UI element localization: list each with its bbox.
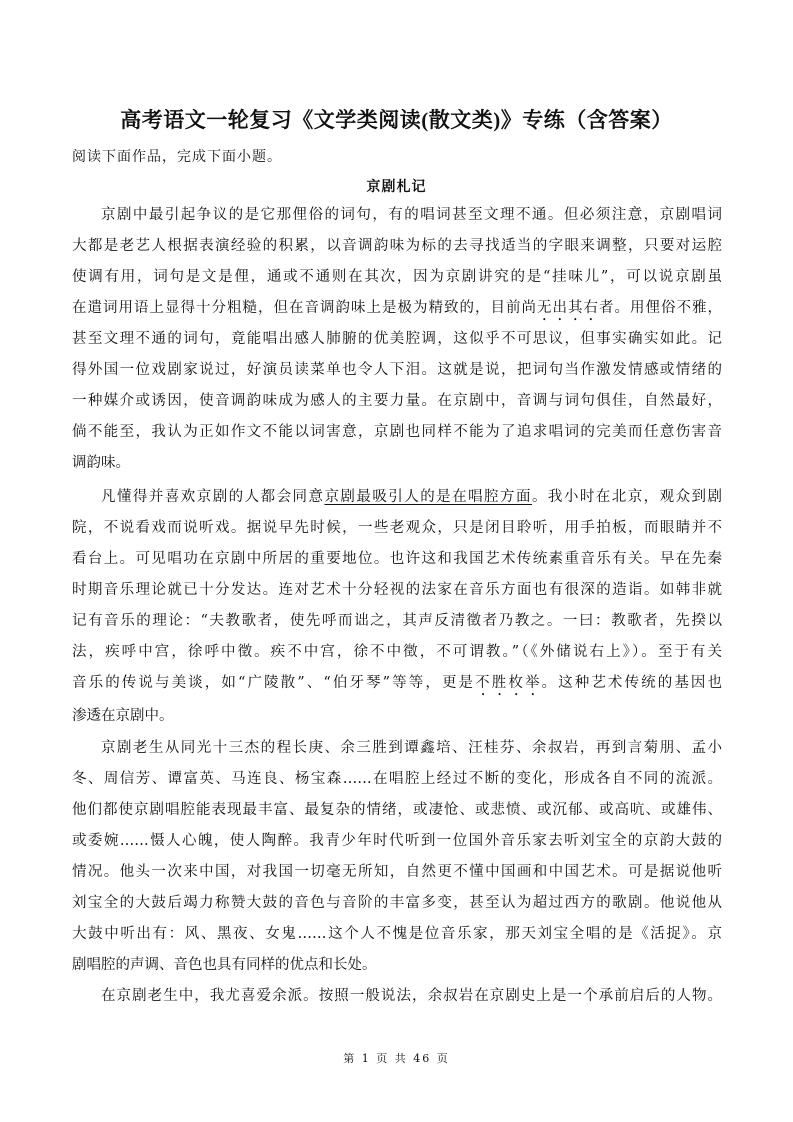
text-line: 使调有用，词句是文是俚，通或不通则在其次，因为京剧讲究的是“挂味儿”，可以说京剧虽: [72, 269, 722, 285]
text-line: 法，疾呼中宫，徐呼中徵。疾不中宫，徐不中徵，不可谓教。”（《外储说右上》）。至于有关: [72, 644, 722, 660]
underlined-sentence: 京剧最吸引人的是在唱腔方面: [324, 489, 532, 505]
text-line: 调韵味。: [72, 455, 130, 471]
emphasized-phrase: 不胜枚举: [475, 675, 542, 691]
text-line: 大鼓中听出有：风、黑夜、女鬼……这个人不愧是位音乐家，那天刘宝全唱的是《活捉》。京: [72, 926, 722, 942]
text-line: 京剧老生从同光十三杰的程长庚、余三胜到谭鑫培、汪桂芬、余叔岩，再到言菊朋、孟小: [101, 740, 722, 756]
text-line: 院，不说看戏而说听戏。据说早先时候，一些老观众，只是闭目聆听，用手拍板，而眼睛并不: [72, 520, 722, 536]
text-line: 时期音乐理论就已十分发达。连对艺术十分轻视的法家在音乐方面也有很深的造诣。如韩非就: [72, 582, 722, 598]
text-line: 他们都使京剧唱腔能表现最丰富、最复杂的情绪，或凄怆、或悲愤、或沉郁、或高吭、或雄伟、: [72, 802, 722, 818]
text-line: 刘宝全的大鼓后竭力称赞大鼓的音色与音阶的丰富多变，甚至认为超过西方的歌剧。他说他从: [72, 895, 722, 911]
text-line: 凡懂得并喜欢京剧的人都会同意京剧最吸引人的是在唱腔方面。我小时在北京，观众到剧: [101, 489, 723, 505]
text-line: 或委婉……慑人心魄，使人陶醉。我青少年时代听到一位国外音乐家去听刘宝全的京韵大鼓的: [72, 833, 722, 849]
page-number: 第 1 页 共 46 页: [343, 1052, 450, 1065]
text-line: 倘不能至，我认为正如作文不能以词害意，京剧也同样不能为了追求唱词的完美而任意伤害音: [72, 424, 722, 440]
text-line: 看台上。可见唱功在京剧中所居的重要地位。也许这和我国艺术传统素重音乐有关。早在先秦: [72, 551, 722, 567]
text-line: 得外国一位戏剧家说过，好演员读菜单也令人下泪。这就是说，把词句当作激发情感或情绪的: [72, 362, 722, 378]
text-line: 记有音乐的理论：“夫教歌者，使先呼而诎之，其声反清徵者乃教之。一曰：教歌者，先揆以: [72, 613, 722, 629]
text-line: 剧唱腔的声调、音色也具有同样的优点和长处。: [72, 957, 377, 973]
text-line: 一种媒介或诱因，使音调韵味成为感人的主要力量。在京剧中，音调与词句俱佳，自然最好，: [72, 393, 722, 409]
emphasized-phrase: 无出其右: [537, 300, 599, 316]
text-line: 音乐的传说与美谈，如“广陵散”、“伯牙琴”等等，更是不胜枚举。这种艺术传统的基因也: [72, 675, 723, 691]
text-line: 大都是老艺人根据表演经验的积累，以音调韵味为标的去寻找适当的字眼来调整，只要对运腔: [72, 238, 722, 254]
text-line: 在遣词用语上显得十分粗糙，但在音调韵味上是极为精致的，目前尚无出其右者。用俚俗不雅，: [72, 300, 722, 316]
text-line: 京剧中最引起争议的是它那俚俗的词句，有的唱词甚至文理不通。但必须注意，京剧唱词: [101, 207, 722, 223]
reading-instruction: 阅读下面作品，完成下面小题。: [72, 149, 282, 165]
text-line: 冬、周信芳、谭富英、马连良、杨宝森……在唱腔上经过不断的变化，形成各自不同的流派。: [72, 771, 722, 787]
page-title: 高考语文一轮复习《文学类阅读(散文类)》专练（含答案）: [120, 108, 673, 132]
text-line: 在京剧老生中，我尤喜爱余派。按照一般说法，余叔岩在京剧史上是一个承前启后的人物。: [101, 988, 722, 1004]
text-line: 情况。他头一次来中国，对我国一切毫无所知，自然更不懂中国画和中国艺术。可是据说他听: [72, 864, 722, 880]
text-line: 甚至文理不通的词句，竟能唱出感人肺腑的优美腔调，这似乎不可思议，但事实确实如此。记: [72, 331, 722, 347]
text-line: 渗透在京剧中。: [72, 708, 174, 724]
essay-title: 京剧札记: [366, 179, 427, 195]
